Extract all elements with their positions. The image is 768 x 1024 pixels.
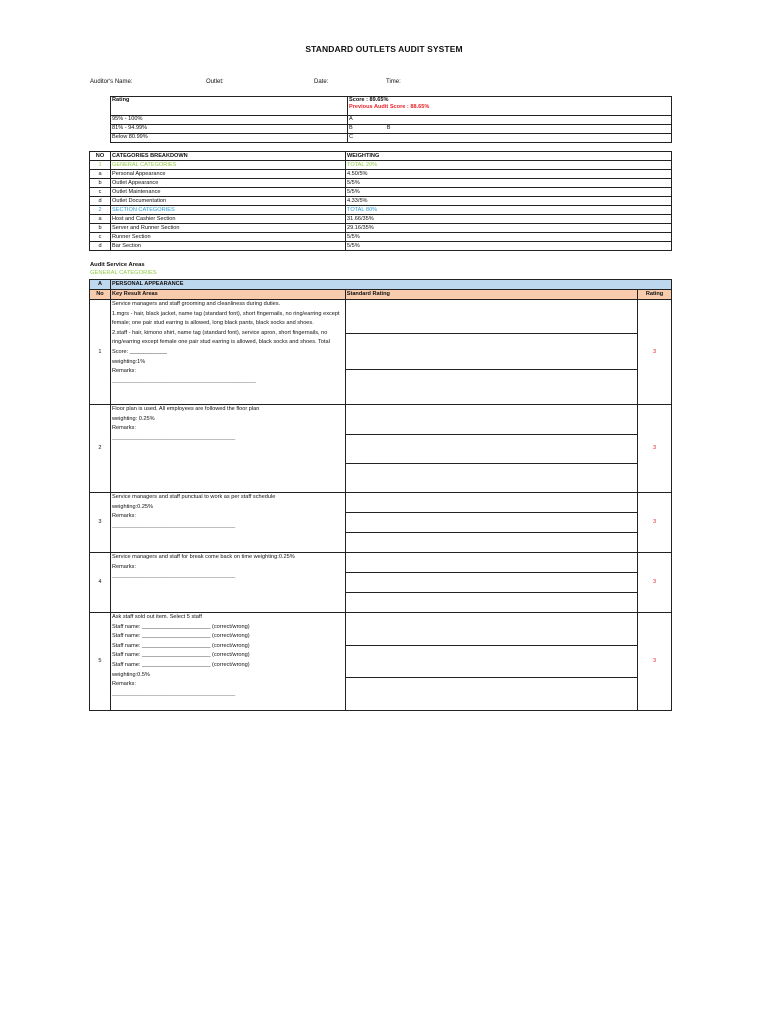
col-category-header: CATEGORIES BREAKDOWN	[111, 152, 346, 161]
grade-mark: B	[386, 125, 391, 131]
standard-rating-slot[interactable]	[346, 370, 637, 404]
kra-text-line: weighting:0.25%	[111, 503, 154, 510]
kra-text-line: Remarks:	[111, 425, 136, 432]
item-rating[interactable]: 3	[638, 405, 672, 493]
rating-range: Below 80.99%	[111, 134, 348, 143]
category-weight: 5/5%	[346, 242, 672, 251]
kra-text-line: Service managers and staff for break come back on time weighting:0.25%	[111, 554, 295, 560]
standard-rating-slot[interactable]	[346, 300, 637, 334]
kra-text-line: 2.staff - hair, kimono shirt, name tag (standard font), service apron, short fingernails, no ring/earring except female one pair stud earring is allowed, black socks and shoes. Total Score: ____________	[111, 329, 330, 355]
kra-text-line: Remarks:	[111, 368, 136, 375]
audit-section-title: Audit Service Areas	[90, 262, 145, 268]
rating-grade	[348, 125, 672, 134]
audit-item-row	[90, 553, 672, 613]
category-weight: 5/5%	[346, 188, 672, 197]
remarks-line: _______________________________________________________	[111, 377, 256, 384]
standard-rating-cell	[345, 493, 637, 553]
key-result-area	[110, 300, 345, 405]
key-result-area	[110, 493, 345, 553]
kra-text-line: Remarks:	[111, 513, 136, 520]
standard-rating-slot[interactable]	[346, 493, 637, 513]
category-row	[90, 224, 672, 233]
category-weight: 4.33/5%	[346, 197, 672, 206]
key-result-area	[110, 405, 345, 493]
time-label: Time:	[386, 79, 401, 85]
standard-rating-cell	[345, 613, 637, 711]
key-result-area	[110, 553, 345, 613]
standard-rating-slot[interactable]	[346, 593, 637, 612]
rating-range: 81% - 94.99%	[111, 125, 348, 134]
standard-rating-slot[interactable]	[346, 334, 637, 370]
categories-header-row	[90, 152, 672, 161]
col-no: No	[90, 290, 111, 300]
outlet-label: Outlet:	[206, 79, 224, 85]
kra-text-line: Staff name: ______________________ (correct/wrong)	[111, 661, 250, 668]
category-name: Host and Cashier Section	[111, 215, 346, 224]
kra-text-line: Remarks:	[111, 563, 136, 570]
general-categories-label: GENERAL CATEGORIES	[90, 270, 157, 276]
group-name: PERSONAL APPEARANCE	[110, 280, 671, 290]
category-no: a	[90, 215, 111, 224]
column-header-row	[90, 290, 672, 300]
rating-row	[111, 125, 672, 134]
audit-table	[89, 279, 672, 711]
auditor-name-label: Auditor's Name:	[90, 79, 133, 85]
rating-row	[111, 134, 672, 143]
remarks-line: _______________________________________________	[111, 573, 235, 580]
date-label: Date:	[314, 79, 329, 85]
kra-text-line: 1.mgrs - hair, black jacket, name tag (standard font), short fingernails, no ring/earring except female; one pair stud earring is allowed, long black pants, black socks and shoes.	[111, 310, 340, 327]
item-rating[interactable]: 3	[638, 300, 672, 405]
category-row	[90, 215, 672, 224]
category-no: a	[90, 170, 111, 179]
current-score: Score : 89.65%	[349, 97, 389, 103]
category-row	[90, 188, 672, 197]
standard-rating-slot[interactable]	[346, 613, 637, 646]
col-standard-rating: Standard Rating	[345, 290, 637, 300]
remarks-line: _______________________________________________	[111, 690, 235, 697]
item-rating[interactable]: 3	[638, 553, 672, 613]
category-no: b	[90, 179, 111, 188]
kra-text-line: Staff name: ______________________ (correct/wrong)	[111, 623, 250, 630]
rating-row	[111, 116, 672, 125]
grade-letter: A	[349, 116, 353, 122]
item-rating[interactable]: 3	[638, 493, 672, 553]
category-row	[90, 170, 672, 179]
category-no: d	[90, 242, 111, 251]
category-name: Outlet Documentation	[111, 197, 346, 206]
category-name: Runner Section	[111, 233, 346, 242]
rating-grade	[348, 134, 672, 143]
category-weight: 4.50/5%	[346, 170, 672, 179]
category-weight: 29.16/35%	[346, 224, 672, 233]
category-no: d	[90, 197, 111, 206]
kra-text-line: Service managers and staff grooming and cleanliness during duties.	[111, 301, 281, 307]
category-name: Server and Runner Section	[111, 224, 346, 233]
group-header-row	[90, 280, 672, 290]
audit-item-row	[90, 613, 672, 711]
category-weight: 31.66/35%	[346, 215, 672, 224]
category-weight: TOTAL 80%	[346, 206, 672, 215]
category-row	[90, 161, 672, 170]
kra-text-line: Staff name: ______________________ (correct/wrong)	[111, 642, 250, 649]
item-no: 3	[90, 493, 111, 553]
item-no: 1	[90, 300, 111, 405]
standard-rating-slot[interactable]	[346, 464, 637, 492]
kra-text-line: Ask staff sold out item. Select 5 staff	[111, 614, 202, 620]
standard-rating-slot[interactable]	[346, 573, 637, 593]
category-name: GENERAL CATEGORIES	[111, 161, 346, 170]
item-no: 5	[90, 613, 111, 711]
category-no: b	[90, 224, 111, 233]
col-weighting-header: WEIGHTING	[346, 152, 672, 161]
category-name: Personal Appearance	[111, 170, 346, 179]
key-result-area	[110, 613, 345, 711]
category-row	[90, 197, 672, 206]
rating-range: 95% - 100%	[111, 116, 348, 125]
rating-label: Rating	[112, 97, 130, 103]
category-weight: 5/5%	[346, 179, 672, 188]
remarks-line: _______________________________________________	[111, 522, 235, 529]
category-weight: TOTAL 20%	[346, 161, 672, 170]
standard-rating-slot[interactable]	[346, 678, 637, 710]
standard-rating-slot[interactable]	[346, 435, 637, 464]
standard-rating-slot[interactable]	[346, 513, 637, 533]
standard-rating-slot[interactable]	[346, 533, 637, 552]
rating-table	[110, 96, 672, 143]
col-no-header: NO	[90, 152, 111, 161]
grade-letter: C	[349, 134, 354, 140]
category-no: 1	[90, 161, 111, 170]
category-no: c	[90, 233, 111, 242]
item-no: 4	[90, 553, 111, 613]
category-name: SECTION CATEGORIES	[111, 206, 346, 215]
kra-text-line: Floor plan is used. All employees are followed the floor plan	[111, 406, 260, 412]
kra-text-line: weighting:0.5%	[111, 671, 150, 678]
audit-item-row	[90, 300, 672, 405]
category-row	[90, 206, 672, 215]
category-no: c	[90, 188, 111, 197]
standard-rating-cell	[345, 405, 637, 493]
rating-grade	[348, 116, 672, 125]
category-name: Outlet Maintenance	[111, 188, 346, 197]
item-no: 2	[90, 405, 111, 493]
kra-text-line: Staff name: ______________________ (correct/wrong)	[111, 652, 250, 659]
rating-header	[111, 97, 348, 116]
score-cell	[348, 97, 672, 116]
category-row	[90, 179, 672, 188]
audit-item-row	[90, 493, 672, 553]
kra-text-line: weighting: 0.25%	[111, 415, 155, 422]
standard-rating-slot[interactable]	[346, 646, 637, 678]
remarks-line: _______________________________________________	[111, 434, 235, 441]
standard-rating-cell	[345, 300, 637, 405]
standard-rating-slot[interactable]	[346, 553, 637, 573]
group-letter: A	[90, 280, 111, 290]
standard-rating-slot[interactable]	[346, 405, 637, 435]
kra-text-line: Service managers and staff punctual to work as per staff schedule	[111, 494, 276, 500]
previous-score: Previous Audit Score : 88.65%	[349, 104, 430, 110]
standard-rating-cell	[345, 553, 637, 613]
kra-text-line: weighting:1%	[111, 358, 146, 365]
item-rating[interactable]: 3	[638, 613, 672, 711]
category-weight: 5/5%	[346, 233, 672, 242]
col-rating: Rating	[638, 290, 672, 300]
document-title: STANDARD OUTLETS AUDIT SYSTEM	[305, 44, 463, 54]
categories-table	[89, 151, 672, 251]
grade-letter: B	[349, 125, 353, 131]
category-name: Outlet Appearance	[111, 179, 346, 188]
kra-text-line: Remarks:	[111, 681, 136, 688]
category-no: 2	[90, 206, 111, 215]
col-key-result-areas: Key Result Areas	[110, 290, 345, 300]
audit-item-row	[90, 405, 672, 493]
category-row	[90, 233, 672, 242]
category-name: Bar Section	[111, 242, 346, 251]
kra-text-line: Staff name: ______________________ (correct/wrong)	[111, 633, 250, 640]
category-row	[90, 242, 672, 251]
